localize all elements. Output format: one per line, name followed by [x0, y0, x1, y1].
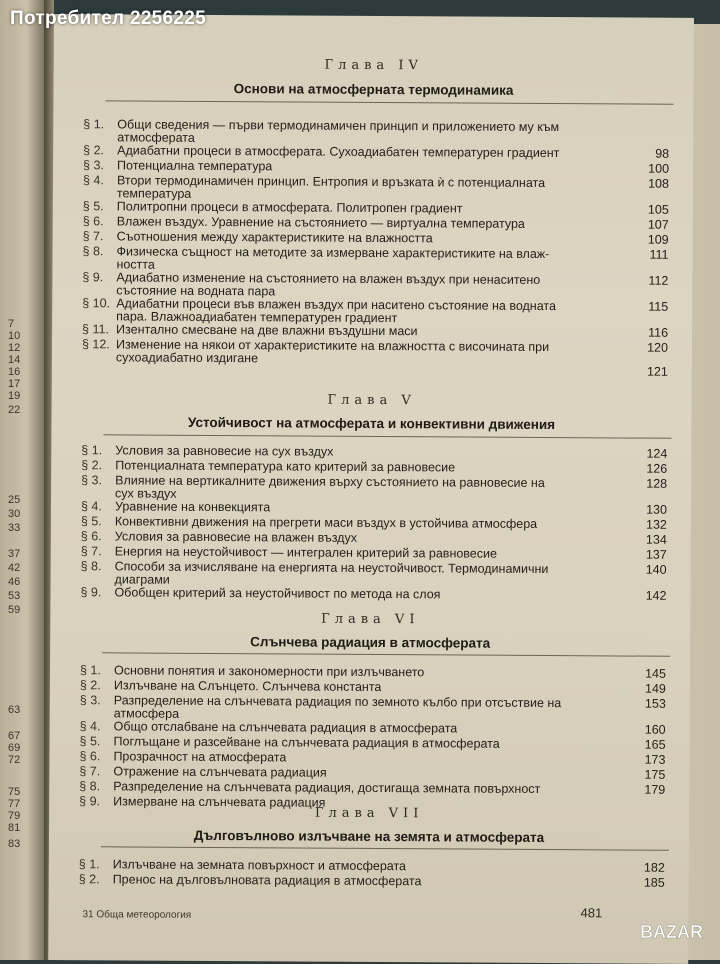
section-number: § 1. [83, 118, 113, 131]
margin-number: 81 [8, 822, 20, 834]
user-watermark: Потребител 2256225 [10, 8, 206, 30]
page-number: 124 [627, 448, 667, 461]
section-number: § 8. [83, 245, 113, 258]
page-number: 182 [625, 862, 665, 875]
page-number: 112 [628, 275, 668, 288]
margin-number: 67 [8, 730, 20, 742]
page-number: 165 [626, 739, 666, 752]
margin-number: 10 [8, 330, 20, 342]
section-title: Изменение на някои от характеристиките на влажността с височината при [116, 338, 636, 354]
section-title-continued: сух въздух [115, 487, 635, 503]
section-title: Измерване на слънчевата радиация [113, 795, 633, 811]
section-number: § 3. [83, 159, 113, 172]
page-number: 98 [629, 148, 669, 161]
section-title: Енергия на неустойчивост — интегрален критерий за равновесие [115, 545, 635, 561]
toc-entry [83, 118, 683, 122]
margin-number: 69 [8, 742, 20, 754]
section-title: Общи сведения — първи термодинамичен принцип и приложението му към [117, 118, 637, 134]
section-number: § 7. [79, 765, 109, 778]
section-number: § 3. [80, 694, 110, 707]
page-number: 111 [628, 249, 668, 262]
section-title: Адиабатно изменение на състоянието на влажен въздух при ненаситено [116, 271, 636, 287]
margin-number: 7 [8, 318, 14, 330]
section-number: § 4. [80, 720, 110, 733]
page-number: 185 [625, 877, 665, 890]
section-title: Обобщен критерий за неустойчивост по метода на слоя [114, 586, 634, 602]
section-number: § 5. [81, 515, 111, 528]
section-number: § 2. [83, 144, 113, 157]
section-title: Потенциална температура [117, 159, 637, 175]
margin-number: 14 [8, 354, 20, 366]
page-number: 149 [626, 683, 666, 696]
chapter-title: Устойчивост на атмосферата и конвективни движения [51, 414, 691, 433]
svg-text:BAZAR: BAZAR [640, 922, 703, 942]
bazar-logo [636, 914, 714, 948]
section-title: Прозрачност на атмосферата [113, 750, 633, 766]
section-title: Отражение на слънчевата радиация [113, 765, 633, 781]
margin-number: 33 [8, 522, 20, 534]
section-title: Способи за изчисляване на енергията на неустойчивост. Термодинамични [115, 560, 635, 576]
page-number: 132 [627, 519, 667, 532]
margin-number: 30 [8, 508, 20, 520]
section-title: Общо отслабване на слънчевата радиация в атмосферата [114, 720, 634, 736]
page-number: 109 [629, 234, 669, 247]
page-number: 130 [627, 504, 667, 517]
section-number: § 5. [80, 735, 110, 748]
chapter-label: Глава VII [49, 804, 689, 823]
chapter-label: Глава V [52, 391, 692, 410]
section-title: Уравнение на конвекцията [115, 500, 635, 516]
margin-number: 22 [8, 404, 20, 416]
margin-number: 79 [8, 810, 20, 822]
margin-number: 72 [8, 754, 20, 766]
page-number: 107 [629, 219, 669, 232]
section-number: § 4. [81, 500, 111, 513]
folio-number: 481 [580, 905, 602, 920]
section-title: Политропни процеси в атмосферата. Политропен градиент [117, 200, 637, 216]
section-number: § 6. [83, 215, 113, 228]
section-number: § 4. [83, 174, 113, 187]
margin-number: 75 [8, 786, 20, 798]
section-number: § 11. [82, 323, 112, 336]
section-number: § 1. [81, 444, 111, 457]
section-title-continued: атмосферата [117, 131, 637, 147]
page-number: 140 [627, 564, 667, 577]
toc-entry [79, 858, 679, 862]
section-number: § 6. [79, 750, 109, 763]
chapter-divider [101, 846, 669, 850]
section-number: § 8. [81, 560, 111, 573]
section-title: Пренос на дълговълновата радиация в атмосферата [113, 873, 633, 889]
section-title: Физическа същност на методите за измерване характеристиките на влаж- [117, 245, 637, 261]
toc-entry [81, 444, 681, 448]
page-number: 100 [629, 163, 669, 176]
margin-number: 19 [8, 390, 20, 402]
margin-number: 83 [8, 838, 20, 850]
section-title-continued: пара. Влажноадиабатен температурен градиент [116, 310, 636, 326]
page-number: 116 [628, 327, 668, 340]
section-title-continued: ността [116, 258, 636, 274]
margin-number: 25 [8, 494, 20, 506]
section-number: § 2. [80, 679, 110, 692]
section-title-continued: сухоадиабатно издигане [116, 351, 636, 367]
section-number: § 1. [79, 858, 109, 871]
section-title: Изентално смесване на две влажни въздушни маси [116, 323, 636, 339]
toc-entry [80, 664, 680, 668]
section-number: § 10. [82, 297, 112, 310]
margin-number: 59 [8, 604, 20, 616]
section-number: § 9. [79, 795, 109, 808]
margin-number: 12 [8, 342, 20, 354]
section-title: Съотношения между характеристиките на влажността [117, 230, 637, 246]
page-number: 134 [627, 534, 667, 547]
section-title-continued: състояние на водната пара [116, 284, 636, 300]
section-title-continued: атмосфера [114, 707, 634, 723]
chapter-divider [103, 434, 671, 438]
section-number: § 2. [79, 873, 109, 886]
toc-page [48, 14, 694, 964]
section-number: § 2. [81, 459, 111, 472]
section-number: § 3. [81, 474, 111, 487]
section-number: § 9. [82, 271, 112, 284]
margin-number: 16 [8, 366, 20, 378]
section-title: Условия за равновесие на сух въздух [115, 444, 635, 460]
section-number: § 6. [81, 530, 111, 543]
page-number: 137 [627, 549, 667, 562]
section-title: Излъчване на Слънцето. Слънчева константа [114, 679, 634, 695]
section-title: Потенциалната температура като критерий за равновесие [115, 459, 635, 475]
margin-number: 53 [8, 590, 20, 602]
section-title: Разпределение на слънчевата радиация, достигаща земната повърхност [113, 780, 633, 796]
margin-number: 17 [8, 378, 20, 390]
section-number: § 7. [81, 545, 111, 558]
section-number: § 8. [79, 780, 109, 793]
section-title: Конвективни движения на прегрети маси въздух в устойчива атмосфера [115, 515, 635, 531]
section-title: Поглъщане и разсейване на слънчевата радиация в атмосферата [114, 735, 634, 751]
chapter-divider [105, 100, 673, 104]
page-number: 179 [625, 784, 665, 797]
chapter-title: Основи на атмосферната термодинамика [54, 80, 694, 99]
section-number: § 1. [80, 664, 110, 677]
page-number: 120 [628, 342, 668, 355]
section-title: Основни понятия и закономерности при излъчването [114, 664, 634, 680]
margin-number: 46 [8, 576, 20, 588]
section-title: Адиабатни процеси във влажен въздух при наситено състояние на водната [116, 297, 636, 313]
page-number: 175 [625, 769, 665, 782]
chapter-title: Слънчева радиация в атмосферата [50, 633, 690, 652]
section-number: § 9. [80, 586, 110, 599]
section-title: Влияние на вертикалните движения върху състоянието на равновесие на [115, 474, 635, 490]
section-title-continued: температура [117, 187, 637, 203]
margin-number: 77 [8, 798, 20, 810]
page-number: 121 [628, 366, 668, 379]
page-number: 105 [629, 204, 669, 217]
section-title: Разпределение на слънчевата радиация по земното кълбо при отсъствие на [114, 694, 634, 710]
chapter-label: Глава VI [50, 610, 690, 629]
margin-number: 42 [8, 562, 20, 574]
section-title: Адиабатни процеси в атмосферата. Сухоадиабатен температурен градиент [117, 144, 637, 160]
page-number: 173 [625, 754, 665, 767]
page-number: 108 [629, 178, 669, 191]
page-number: 115 [628, 301, 668, 314]
section-title: Влажен въздух. Уравнение на състоянието — виртуална температура [117, 215, 637, 231]
page-number: 145 [626, 668, 666, 681]
page-footer: 31 Обща метеорология [82, 909, 191, 921]
section-title: Излъчване на земната повърхност и атмосферата [113, 858, 633, 874]
page-number: 160 [626, 724, 666, 737]
page-number: 153 [626, 698, 666, 711]
chapter-title: Дълговълново излъчване на земята и атмосферата [49, 827, 689, 846]
section-title: Условия за равновесие на влажен въздух [115, 530, 635, 546]
section-title: Втори термодинамичен принцип. Ентропия и връзката ѝ с потенциалната [117, 174, 637, 190]
section-title-continued: диаграми [115, 573, 635, 589]
margin-number: 63 [8, 704, 20, 716]
chapter-label: Глава IV [54, 56, 694, 75]
section-number: § 7. [83, 230, 113, 243]
section-number: § 5. [83, 200, 113, 213]
page-number: 128 [627, 478, 667, 491]
page-number: 142 [626, 590, 666, 603]
margin-number: 37 [8, 548, 20, 560]
page-number: 126 [627, 463, 667, 476]
section-number: § 12. [82, 338, 112, 351]
chapter-divider [102, 652, 670, 656]
